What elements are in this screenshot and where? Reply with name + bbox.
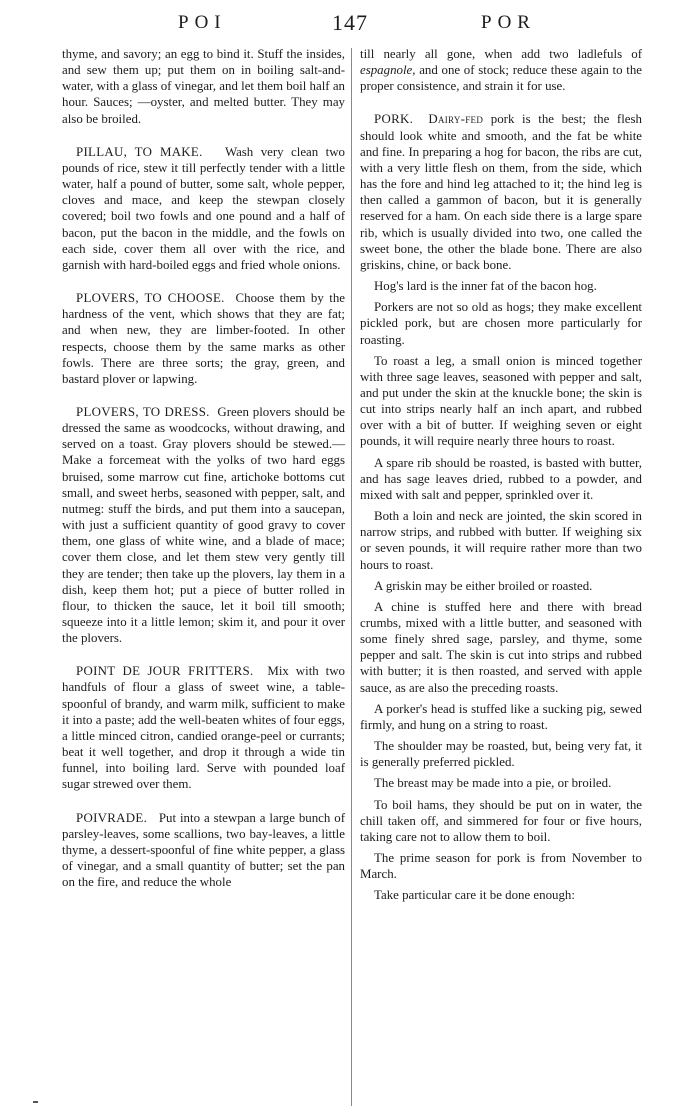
- pork-paragraph: Take particular care it be done enough:: [374, 888, 575, 903]
- entry-pillau: [62, 144, 345, 273]
- running-header: [0, 10, 700, 40]
- entry-text: pork is the best; the flesh should look white and smooth, and the fat be white and fine. In preparing a hog for bacon, the ribs are cut, with a very little flesh on them, from the side, which has the fore and hind leg attached to it; the hind leg is then called a gammon of bacon, but it is generally reserved for a ham. On each side there is a large spare rib, which is usually divided into two, one called the sweet bone, the other the blade bone. There are also griskins, chine, or back bone.: [360, 112, 642, 272]
- entry-text: Put into a stewpan a large bunch of parsley-leaves, some scallions, two bay-leaves, a little thyme, a dessert-spoonful of fine white pepper, a glass of vinegar, and a small quantity of butter; set the pan on the fire, and reduce the whole: [62, 810, 345, 890]
- pork-paragraph: To roast a leg, a small onion is minced together with three sage leaves, seasoned with pepper and salt, and put under the skin at the knuckle bone; the skin is cut into strips nearly half an inch apart, and rubbed over with a bit of butter. If weighing seven or eight pounds, it will require nearly three hours to roast.: [360, 353, 642, 449]
- print-speck: [33, 1101, 38, 1103]
- pork-paragraph: The shoulder may be roasted, but, being very fat, it is generally preferred pickled.: [360, 739, 642, 770]
- entry-plovers-choose: [62, 290, 345, 387]
- entry-text: Mix with two handfuls of flour a glass of sweet wine, a table-spoonful of brandy, and warm milk, sufficient to make it into a paste; add the well-beaten whites of four eggs, a little minced citron, candied orange-peel or currants; beat it well together, and drop it through a wide tin funnel, into boiling lard. Serve with pounded loaf sugar strewed over them.: [62, 664, 345, 792]
- header-right-guide: POR: [481, 12, 536, 33]
- column-divider: [351, 48, 352, 1106]
- header-left-guide: POI: [178, 12, 227, 33]
- page-number: 147: [332, 10, 368, 35]
- entry-plovers-dress: [62, 404, 345, 646]
- pork-paragraph: Hog's lard is the inner fat of the bacon hog.: [374, 279, 597, 294]
- right-column: [360, 46, 642, 904]
- entry-text: Choose them by the hardness of the vent, which shows that they are fat; and when new, they are limber-footed. In other respects, choose them by the same marks as other fowls. There are three sorts; the gray, green, and bastard plover or lapwing.: [62, 291, 345, 386]
- entry-poirade-continued: [62, 46, 345, 127]
- entry-keyword: PILLAU, TO MAKE.: [76, 144, 203, 159]
- pork-paragraph: A porker's head is stuffed like a sucking pig, sewed firmly, and hung on a string to roast.: [360, 701, 642, 732]
- entry-poivrade-continued: [360, 46, 642, 94]
- entry-text: , and one of stock; reduce these again to the proper consistence, and strain it for use.: [360, 63, 642, 94]
- entry-poivrade: [62, 810, 345, 891]
- left-column: [62, 46, 345, 890]
- pork-paragraph: The breast may be made into a pie, or broiled.: [374, 776, 612, 791]
- entry-keyword: PLOVERS, TO DRESS.: [76, 404, 210, 419]
- entry-keyword: PLOVERS, TO CHOOSE.: [76, 291, 225, 306]
- entry-lead-word: Dairy-fed: [428, 112, 484, 127]
- italic-term: espagnole: [360, 63, 413, 78]
- pork-paragraph: To boil hams, they should be put on in water, the chill taken off, and simmered for four or five hours, taking care not to allow them to boil.: [360, 797, 642, 844]
- entry-pork: [360, 111, 642, 273]
- entry-text: thyme, and savory; an egg to bind it. Stuff the insides, and sew them up; put them on in boiling salt-and-water, with a glass of vinegar, and let them boil half an hour. Sauces; —oyster, and melted butter. They may also be broiled.: [62, 47, 345, 126]
- entry-keyword: POINT DE JOUR FRITTERS.: [76, 664, 254, 679]
- pork-paragraph: A griskin may be either broiled or roasted.: [374, 578, 593, 593]
- entry-text: Wash very clean two pounds of rice, stew it till perfectly tender with a little water, half a pound of butter, some salt, whole pepper, cloves and mace, and keep the stewpan closely covered; boil two fowls and one pound and a half of bacon, put the bacon in the middle, and the fowls on each side, cover them all over with the rice, and garnish with hard-boiled eggs and fried whole onions.: [62, 144, 345, 272]
- pork-paragraph: A chine is stuffed here and there with bread crumbs, mixed with a little butter, and seasoned with some finely shred sage, parsley, and thyme, some pepper and salt. The skin is cut into strips and rubbed with butter; it is then roasted, and served with apple sauce, as are also the preceding roasts.: [360, 599, 642, 695]
- pork-paragraph: The prime season for pork is from November to March.: [360, 851, 642, 882]
- entry-point-de-jour: [62, 663, 345, 792]
- entry-keyword: POIVRADE.: [76, 810, 148, 825]
- entry-keyword: PORK.: [374, 112, 414, 127]
- entry-text: till nearly all gone, when add two ladlefuls of: [360, 47, 642, 61]
- entry-text: Green plovers should be dressed the same as woodcocks, without drawing, and served on a toast. Gray plovers should be stewed.—Make a forcemeat with the yolks of two hard eggs bruised, some marrow cut fine, artichoke bottoms cut small, and sweet herbs, seasoned with pepper, salt, and nutmeg: stuff the birds, and put them into a saucepan, with just a sufficient quantity of good gravy to cover them, one glass of white wine, and a blade of mace; cover them close, and let them stew very gently till they are tender; then take up the plovers, lay them in a dish, keep them hot; put a piece of butter rolled in flour, to thicken the sauce, let it boil till smooth; squeeze into it a little lemon; skim it, and pour it over the plovers.: [62, 404, 346, 646]
- pork-paragraph: A spare rib should be roasted, is basted with butter, and has sage leaves dried, rubbed to a powder, and mixed with salt and pepper, sprinkled over it.: [360, 455, 642, 502]
- pork-paragraph: Both a loin and neck are jointed, the skin scored in narrow strips, and rubbed with butter. If weighing six or seven pounds, it will require rather more than two hours to roast.: [360, 509, 642, 572]
- pork-paragraph: Porkers are not so old as hogs; they make excellent pickled pork, but are chosen more particularly for roasting.: [360, 300, 642, 347]
